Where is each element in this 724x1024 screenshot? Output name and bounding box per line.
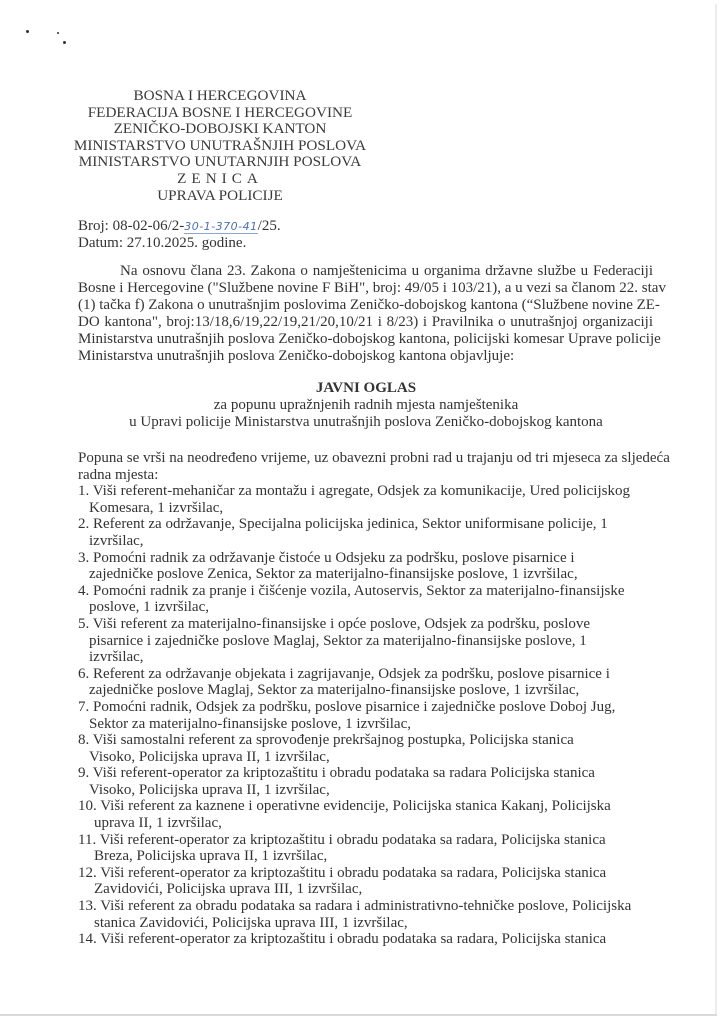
position-line-continuation — [78, 782, 678, 799]
position-number: 5. — [78, 615, 90, 632]
position-line — [78, 583, 678, 600]
positions-section — [78, 450, 678, 948]
position-item — [78, 550, 678, 583]
scan-speck — [63, 41, 66, 44]
reference-date: Datum: 27.10.2025. godine. — [78, 235, 247, 251]
notice-subtitle: za popunu upražnjenih radnih mjesta namještenika — [213, 397, 519, 413]
position-line — [78, 832, 678, 849]
position-number: 7. — [78, 698, 90, 715]
position-line — [78, 865, 678, 882]
position-number: 4. — [78, 582, 90, 599]
position-number: 9. — [78, 765, 90, 782]
position-text: Pomoćni radnik za pranje i čišćenje vozila, Autoservis, Sektor za materijalno-finansijske — [93, 582, 625, 599]
position-item — [78, 516, 678, 549]
intro-line: Bosne i Hercegovine ("Službene novine F BiH", broj: 49/05 i 103/21), a u vezi sa članom 22. stav — [78, 280, 666, 296]
position-item — [78, 765, 678, 798]
position-item — [78, 798, 678, 831]
position-line — [78, 483, 678, 500]
letterhead-ministry-alt: MINISTARSTVO UNUTARNJIH POSLOVA — [78, 153, 362, 171]
reference-number-suffix: /25. — [257, 218, 281, 234]
position-line — [78, 765, 678, 782]
position-text: Viši referent za obradu podataka sa radara i administrativno-tehničke poslove, Policijska — [100, 898, 632, 915]
position-line-continuation — [78, 682, 678, 699]
position-text: Viši referent-mehaničar za montažu i agregate, Odsjek za komunikacije, Ured policijskog — [92, 483, 630, 500]
reference-number — [78, 218, 281, 235]
position-line — [78, 550, 678, 567]
intro-line: Ministarstva unutrašnjih poslova Zeničko-dobojskog kantona objavljuje: — [78, 348, 515, 364]
intro-line: Na osnovu člana 23. Zakona o namještenicima u organima državne službe u Federaciji — [120, 263, 653, 279]
position-text: Viši referent-operator za kriptozaštitu i obradu podataka sa radara Policijska stanica — [92, 765, 595, 782]
position-line-continuation — [78, 881, 678, 898]
position-text: Komesara, 1 izvršilac, — [89, 499, 224, 516]
position-line-continuation — [78, 749, 678, 766]
position-text: Zavidovići, Policijska uprava III, 1 izvršilac, — [94, 881, 363, 898]
position-line — [78, 931, 678, 948]
position-number: 14. — [78, 931, 97, 948]
position-text: Viši referent-operator za kriptozaštitu i obradu podataka sa radara, Policijska stanica — [100, 864, 607, 881]
position-line-continuation — [78, 566, 678, 583]
lead-line: Popuna se vrši na neodređeno vrijeme, uz obavezni probni rad u trajanju od tri mjeseca za sljedeća — [78, 450, 670, 466]
position-line — [78, 798, 678, 815]
reference-number-handwritten: 30-1-370-41 — [184, 220, 258, 233]
position-line-continuation — [78, 599, 678, 616]
position-text: Visoko, Policijska uprava II, 1 izvršilac, — [89, 781, 330, 798]
lead-line: radna mjesta: — [78, 466, 159, 483]
position-text: stanica Zavidovići, Policijska uprava III, 1 izvršilac, — [94, 914, 408, 931]
position-item — [78, 699, 678, 732]
reference-number-prefix: Broj: 08-02-06/2- — [78, 218, 185, 234]
intro-line: Ministarstva unutrašnjih poslova Zeničko-dobojskog kantona, policijski komesar Uprave policije — [78, 331, 661, 347]
notice-title-block — [0, 380, 724, 431]
position-item — [78, 898, 678, 931]
position-item — [78, 616, 678, 666]
scan-speck — [57, 32, 59, 34]
position-text: Viši referent-operator za kriptozaštitu i obradu podataka sa radara, Policijska stanica — [99, 831, 606, 848]
page-edge — [0, 1014, 717, 1016]
letterhead-department: UPRAVA POLICIJE — [157, 186, 283, 204]
position-text: uprava II, 1 izvršilac, — [94, 815, 222, 832]
position-text: poslove, 1 izvršilac, — [89, 599, 209, 616]
position-number: 1. — [78, 483, 90, 500]
position-text: zajedničke poslove Maglaj, Sektor za materijalno-finansijske poslove, 1 izvršilac, — [89, 682, 580, 699]
position-text: Referent za održavanje objekata i zagrijavanje, Odsjek za podršku, poslove pisarnice i — [93, 665, 610, 682]
intro-line: (1) tačka f) Zakona o unutrašnjim poslovima Zeničko-dobojskog kantona (“Službene novine ZE- — [78, 297, 660, 313]
position-line-continuation — [78, 500, 678, 517]
position-text: Referent za održavanje, Specijalna policijska jedinica, Sektor uniformisane policije, 1 — [93, 516, 608, 533]
position-line-continuation — [78, 815, 678, 832]
position-line — [78, 666, 678, 683]
position-line-continuation — [78, 533, 678, 550]
position-line-continuation — [78, 915, 678, 932]
position-text: Visoko, Policijska uprava II, 1 izvršilac, — [89, 748, 330, 765]
position-number: 13. — [78, 898, 97, 915]
position-number: 2. — [78, 516, 90, 533]
position-item — [78, 583, 678, 616]
position-line-continuation — [78, 633, 678, 650]
reference-block — [78, 218, 281, 252]
position-line-continuation — [78, 649, 678, 666]
position-line-continuation — [78, 848, 678, 865]
notice-title: JAVNI OGLAS — [315, 380, 417, 396]
position-item — [78, 865, 678, 898]
notice-subtitle: u Upravi policije Ministarstva unutrašnjih poslova Zeničko-dobojskog kantona — [129, 414, 603, 430]
position-item — [78, 732, 678, 765]
position-number: 6. — [78, 665, 90, 682]
position-text: Viši samostalni referent za sprovođenje prekršajnog postupka, Policijska stanica — [92, 732, 574, 749]
position-text: Pomoćni radnik, Odsjek za podršku, poslove pisarnice i zajedničke poslove Doboj Jug, — [93, 698, 616, 715]
position-number: 10. — [78, 798, 97, 815]
position-number: 8. — [78, 732, 90, 749]
position-line — [78, 732, 678, 749]
intro-line: DO kantona", broj:13/18,6/19,22/19,21/20,10/21 i 8/23) i Pravilnika o unutrašnjoj organizaciji — [78, 314, 653, 330]
position-number: 11. — [78, 831, 97, 848]
position-text: zajedničke poslove Zenica, Sektor za materijalno-finansijske poslove, 1 izvršilac, — [89, 566, 578, 583]
position-line — [78, 699, 678, 716]
position-text: Viši referent za materijalno-finansijske i opće poslove, Odsjek za podršku, poslove — [92, 615, 591, 632]
letterhead-city: ZENICA — [177, 169, 263, 187]
position-line — [78, 616, 678, 633]
position-item — [78, 483, 678, 516]
position-item — [78, 931, 678, 948]
position-text: Breza, Policijska uprava II, 1 izvršilac, — [94, 848, 328, 865]
scan-speck — [26, 30, 29, 33]
intro-paragraph — [78, 263, 666, 365]
position-number: 3. — [78, 549, 90, 566]
letterhead-ministry: MINISTARSTVO UNUTRAŠNJIH POSLOVA — [73, 136, 367, 154]
position-item — [78, 832, 678, 865]
letterhead-federation: FEDERACIJA BOSNE I HERCEGOVINE — [87, 103, 353, 121]
position-line — [78, 898, 678, 915]
position-text: izvršilac, — [89, 532, 144, 549]
position-text: Viši referent-operator za kriptozaštitu i obradu podataka sa radara, Policijska stanica — [100, 931, 607, 948]
letterhead — [60, 88, 380, 204]
positions-list — [78, 483, 678, 948]
position-text: Viši referent za kaznene i operativne evidencije, Policijska stanica Kakanj, Policijska — [100, 798, 611, 815]
position-number: 12. — [78, 864, 97, 881]
letterhead-country: BOSNA I HERCEGOVINA — [133, 87, 307, 104]
position-item — [78, 666, 678, 699]
position-text: Pomoćni radnik za održavanje čistoće u Odsjeku za podršku, poslove pisarnice i — [93, 549, 575, 566]
page-edge — [715, 4, 717, 1016]
position-text: pisarnice i zajedničke poslove Maglaj, Sektor za materijalno-finansijske poslove, 1 — [89, 632, 587, 649]
position-text: izvršilac, — [89, 649, 144, 666]
position-text: Sektor za materijalno-finansijske poslove, 1 izvršilac, — [89, 715, 411, 732]
letterhead-canton: ZENIČKO-DOBOJSKI KANTON — [113, 120, 327, 138]
position-line — [78, 516, 678, 533]
position-line-continuation — [78, 716, 678, 733]
